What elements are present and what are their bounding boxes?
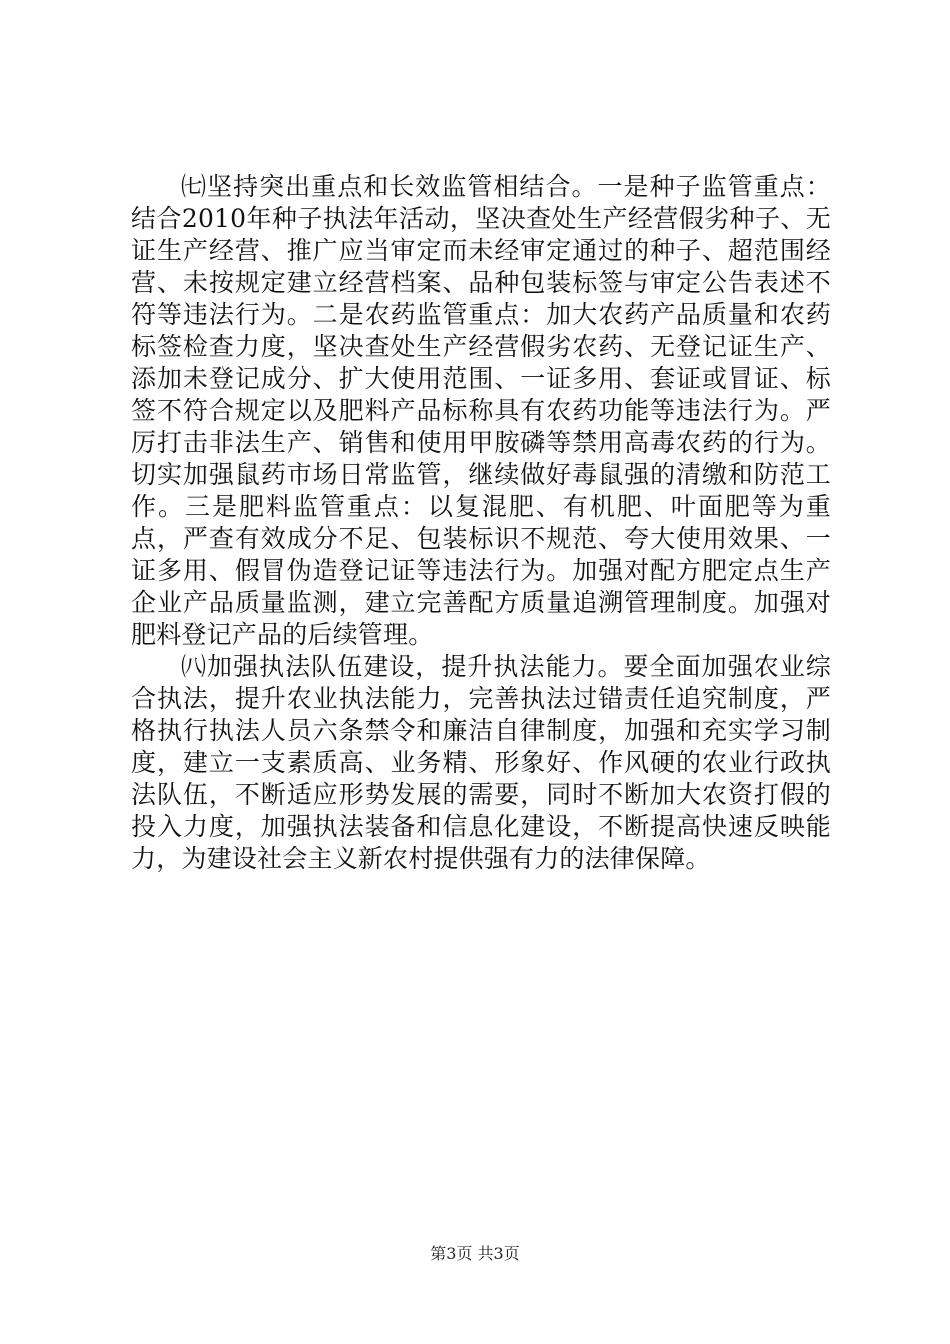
page-footer: 第3页 共3页 (430, 1244, 520, 1263)
document-body (131, 171, 831, 875)
paragraph-enforcement-team: ㈧加强执法队伍建设，提升执法能力。要全面加强农业综合执法，提升农业执法能力，完善执法过错责任追究制度，严格执行执法人员六条禁令和廉洁自律制度，加强和充实学习制度，建立一支素质高、业务精、形象好、作风硬的农业行政执法队伍，不断适应形势发展的需要，同时不断加大农资打假的投入力度，加强执法装备和信息化建设，不断提高快速反映能力，为建设社会主义新农村提供强有力的法律保障。 (131, 652, 831, 873)
paragraph-seed-pesticide-fertilizer: ㈦坚持突出重点和长效监管相结合。一是种子监管重点：结合2010年种子执法年活动，坚决查处生产经营假劣种子、无证生产经营、推广应当审定而未经审定通过的种子、超范围经营、未按规定建立经营档案、品种包装标签与审定公告表述不符等违法行为。二是农药监管重点：加大农药产品质量和农药标签检查力度，坚决查处生产经营假劣农药、无登记证生产、添加未登记成分、扩大使用范围、一证多用、套证或冒证、标签不符合规定以及肥料产品标称具有农药功能等违法行为。严厉打击非法生产、销售和使用甲胺磷等禁用高毒农药的行为。切实加强鼠药市场日常监管，继续做好毒鼠强的清缴和防范工作。三是肥料监管重点：以复混肥、有机肥、叶面肥等为重点，严查有效成分不足、包装标识不规范、夸大使用效果、一证多用、假冒伪造登记证等违法行为。加强对配方肥定点生产企业产品质量监测，建立完善配方质量追溯管理制度。加强对肥料登记产品的后续管理。 (131, 172, 831, 649)
